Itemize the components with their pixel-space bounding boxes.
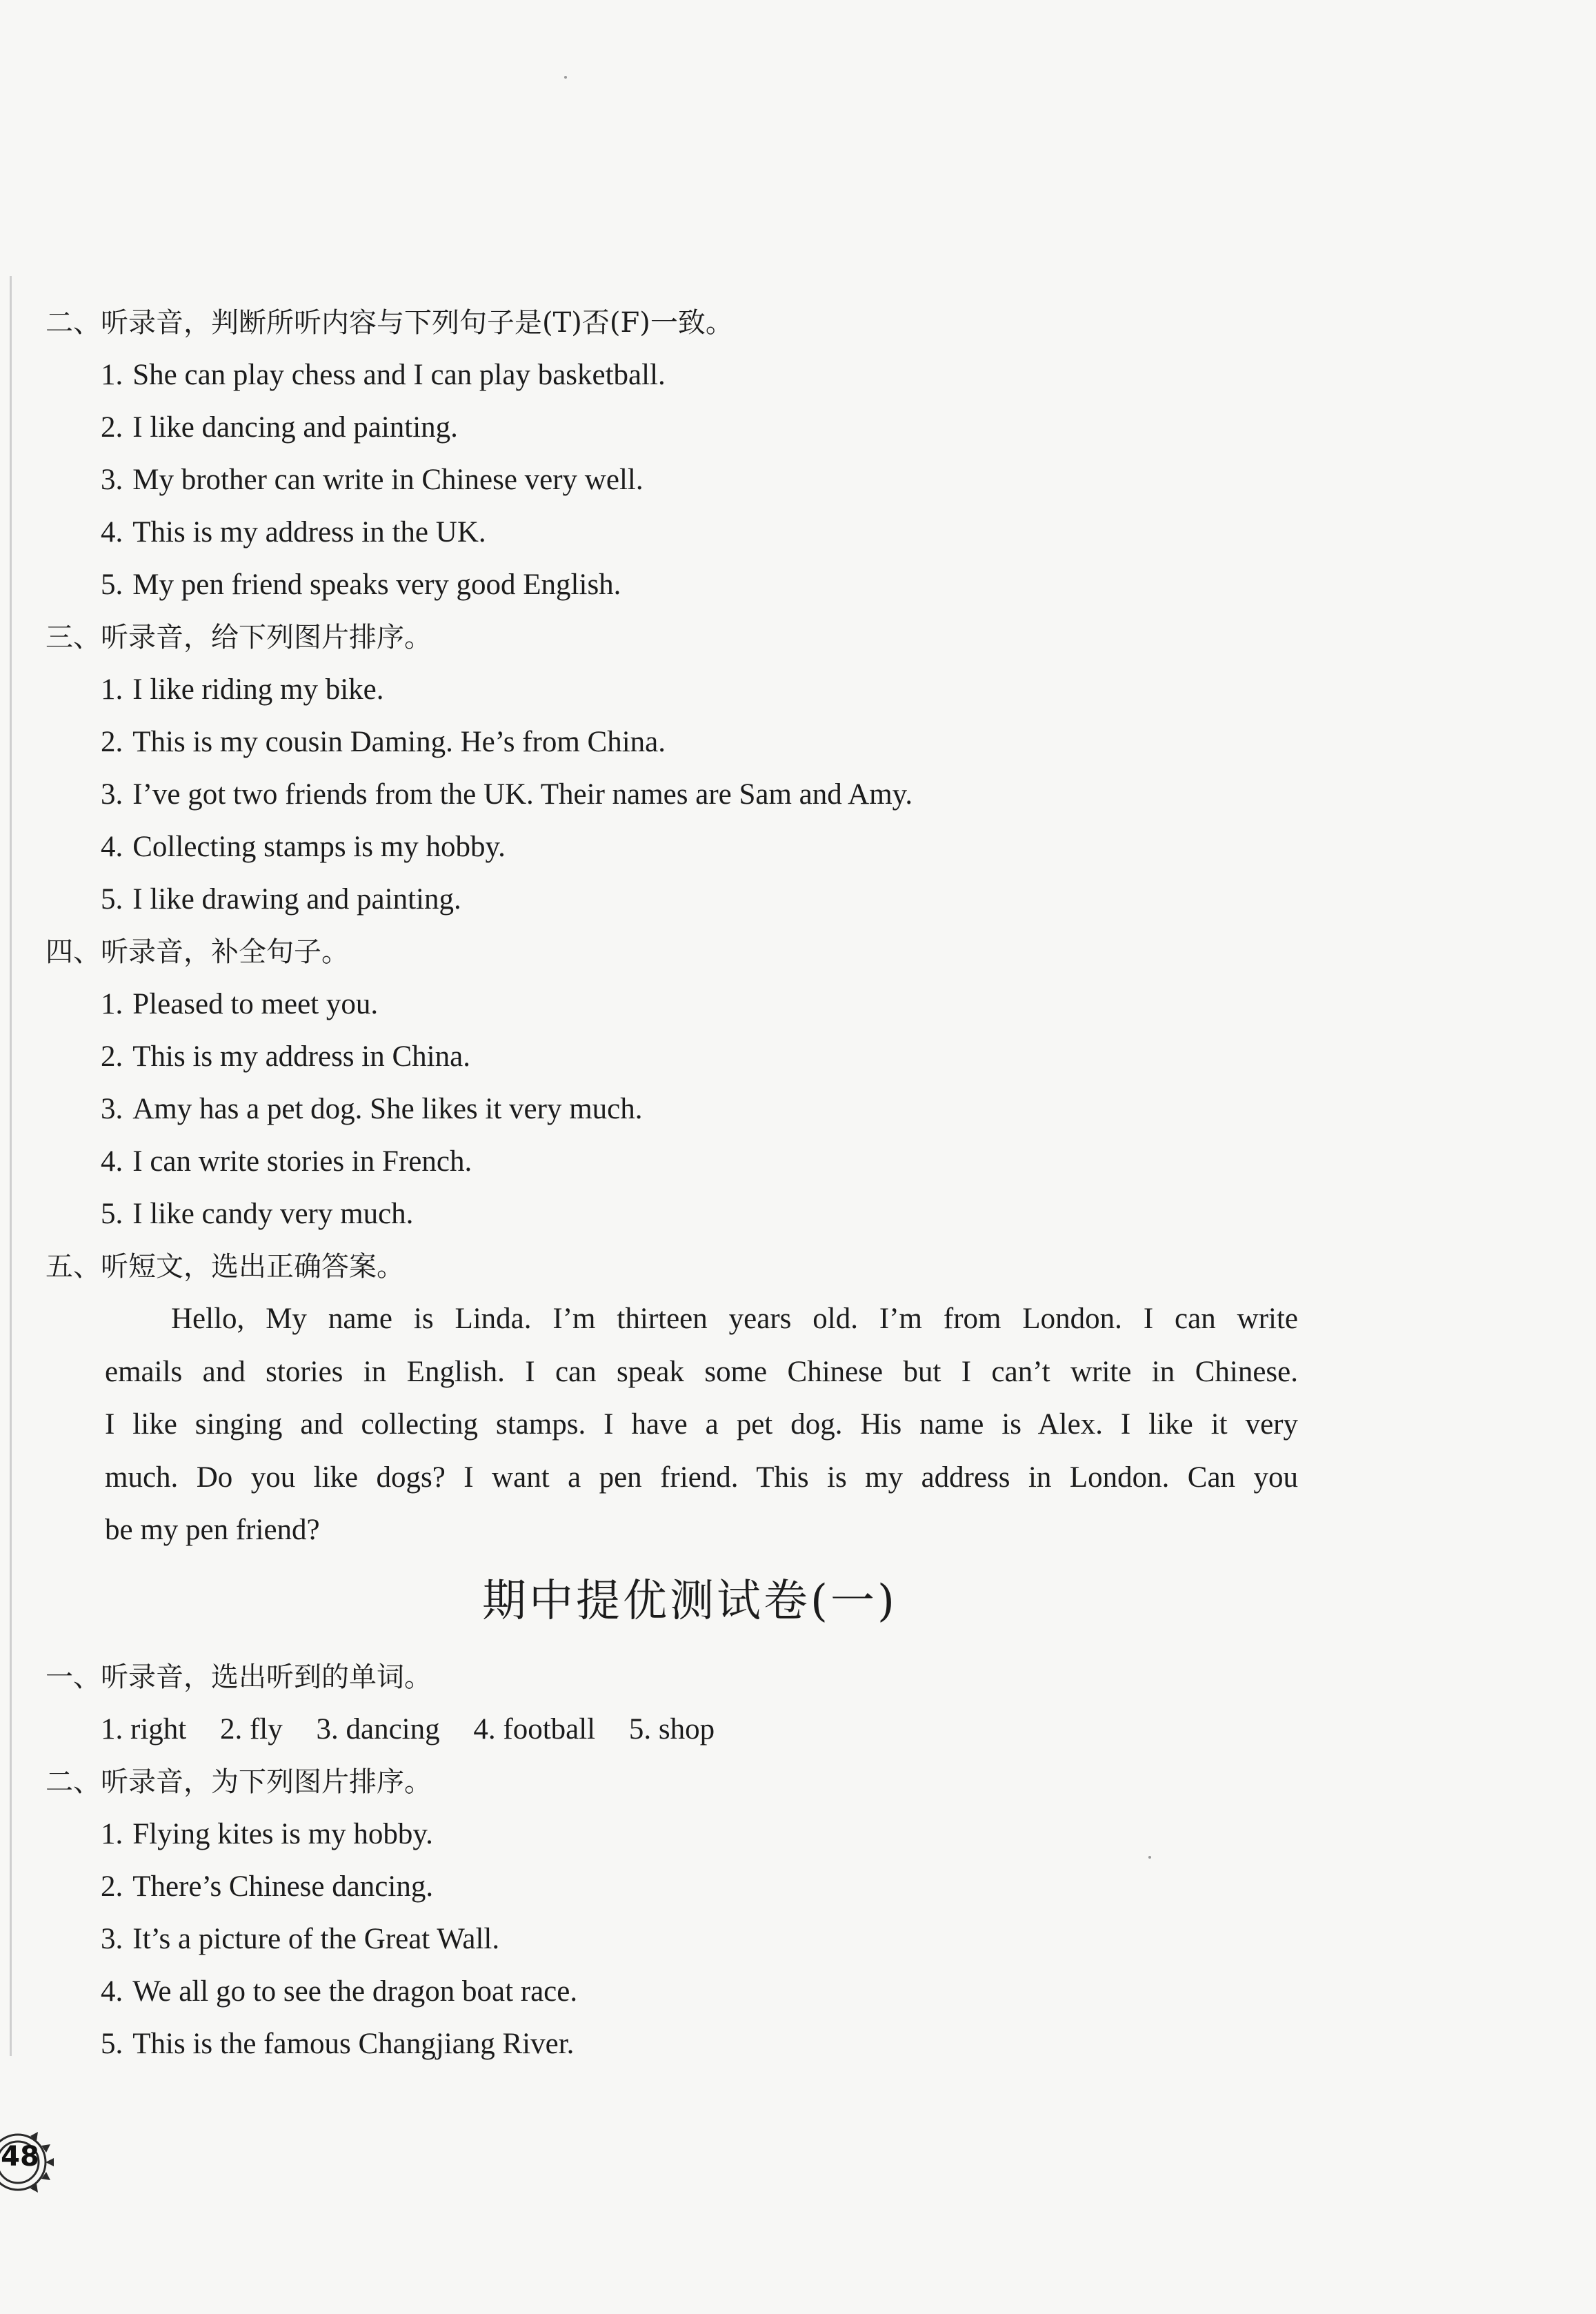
item-number: 1. bbox=[101, 673, 123, 706]
page-number: 48 bbox=[1, 2141, 39, 2173]
passage-line: much. Do you like dogs? I want a pen friend. This is my address in London. Can you bbox=[105, 1461, 1298, 1494]
section-2-heading: 二、听录音，判断所听内容与下列句子是(T)否(F)一致。 bbox=[46, 307, 733, 339]
page-content bbox=[41, 297, 1338, 2070]
item-text: I like dancing and painting. bbox=[132, 411, 458, 444]
word-list bbox=[41, 1703, 1338, 1756]
list-item bbox=[41, 1861, 1338, 1913]
item-text: Pleased to meet you. bbox=[132, 988, 379, 1020]
item-text: She can play chess and I can play basketball. bbox=[132, 359, 666, 391]
page-margin-line bbox=[10, 276, 12, 2056]
list-item bbox=[41, 1808, 1338, 1861]
item-text: I like candy very much. bbox=[132, 1198, 414, 1230]
list-item bbox=[41, 402, 1338, 454]
item-number: 3. bbox=[101, 1093, 123, 1125]
passage-line: be my pen friend? bbox=[105, 1514, 320, 1546]
list-item bbox=[41, 559, 1338, 611]
list-item bbox=[41, 1083, 1338, 1136]
item-text: There’s Chinese dancing. bbox=[132, 1870, 434, 1903]
item-text: I’ve got two friends from the UK. Their names are Sam and Amy. bbox=[132, 778, 913, 811]
list-item bbox=[41, 716, 1338, 769]
item-number: 1. bbox=[101, 988, 123, 1020]
exam-part-2-heading: 二、听录音，为下列图片排序。 bbox=[46, 1766, 432, 1798]
word-item: 1. right bbox=[101, 1712, 187, 1746]
list-item bbox=[41, 821, 1338, 873]
list-item bbox=[41, 2018, 1338, 2070]
item-number: 5. bbox=[101, 1198, 123, 1230]
list-item bbox=[41, 664, 1338, 716]
word-item: 2. fly bbox=[219, 1712, 283, 1746]
item-number: 1. bbox=[101, 1817, 123, 1850]
section-5-heading: 五、听短文，选出正确答案。 bbox=[46, 1251, 404, 1283]
listening-passage bbox=[41, 1293, 1298, 1557]
list-item bbox=[41, 349, 1338, 402]
item-text: My pen friend speaks very good English. bbox=[132, 568, 621, 601]
item-text: This is my address in China. bbox=[132, 1040, 470, 1073]
section-4-heading: 四、听录音，补全句子。 bbox=[46, 936, 349, 968]
item-number: 2. bbox=[101, 411, 123, 444]
list-item bbox=[41, 454, 1338, 506]
item-number: 2. bbox=[101, 1870, 123, 1903]
item-text: Amy has a pet dog. She likes it very much. bbox=[132, 1093, 643, 1125]
item-number: 4. bbox=[101, 831, 123, 863]
list-item bbox=[41, 1188, 1338, 1240]
item-number: 2. bbox=[101, 726, 123, 758]
list-item bbox=[41, 1136, 1338, 1188]
item-text: This is my address in the UK. bbox=[132, 516, 486, 548]
item-text: We all go to see the dragon boat race. bbox=[132, 1975, 578, 2008]
speck bbox=[564, 76, 567, 79]
item-number: 5. bbox=[101, 568, 123, 601]
list-item bbox=[41, 1966, 1338, 2018]
item-text: It’s a picture of the Great Wall. bbox=[132, 1922, 500, 1955]
item-text: My brother can write in Chinese very well. bbox=[132, 464, 644, 496]
item-number: 2. bbox=[101, 1040, 123, 1073]
item-text: This is the famous Changjiang River. bbox=[132, 2027, 575, 2060]
item-text: I like drawing and painting. bbox=[132, 883, 461, 916]
list-item bbox=[41, 506, 1338, 559]
item-number: 4. bbox=[101, 516, 123, 548]
item-number: 3. bbox=[101, 464, 123, 496]
word-item: 3. dancing bbox=[316, 1712, 440, 1746]
item-number: 3. bbox=[101, 778, 123, 811]
item-number: 1. bbox=[101, 359, 123, 391]
item-text: Flying kites is my hobby. bbox=[132, 1817, 433, 1850]
list-item bbox=[41, 1913, 1338, 1966]
exam-title: 期中提优测试卷(一) bbox=[482, 1575, 897, 1627]
exam-part-1-heading: 一、听录音，选出听到的单词。 bbox=[46, 1661, 432, 1693]
passage-line: emails and stories in English. I can speak some Chinese but I can’t write in Chinese. bbox=[105, 1355, 1298, 1388]
item-text: I can write stories in French. bbox=[132, 1145, 472, 1178]
list-item bbox=[41, 873, 1338, 926]
list-item bbox=[41, 769, 1338, 821]
item-number: 3. bbox=[101, 1922, 123, 1955]
passage-line: I like singing and collecting stamps. I have a pet dog. His name is Alex. I like it very bbox=[105, 1408, 1298, 1441]
list-item bbox=[41, 978, 1338, 1031]
item-text: Collecting stamps is my hobby. bbox=[132, 831, 506, 863]
item-text: I like riding my bike. bbox=[132, 673, 384, 706]
item-text: This is my cousin Daming. He’s from China. bbox=[132, 726, 666, 758]
list-item bbox=[41, 1031, 1338, 1083]
passage-line: Hello, My name is Linda. I’m thirteen years old. I’m from London. I can write bbox=[171, 1303, 1298, 1335]
item-number: 4. bbox=[101, 1145, 123, 1178]
item-number: 5. bbox=[101, 2027, 123, 2060]
word-item: 4. football bbox=[473, 1712, 596, 1746]
word-item: 5. shop bbox=[628, 1712, 715, 1746]
section-3-heading: 三、听录音，给下列图片排序。 bbox=[46, 622, 432, 653]
item-number: 5. bbox=[101, 883, 123, 916]
item-number: 4. bbox=[101, 1975, 123, 2008]
